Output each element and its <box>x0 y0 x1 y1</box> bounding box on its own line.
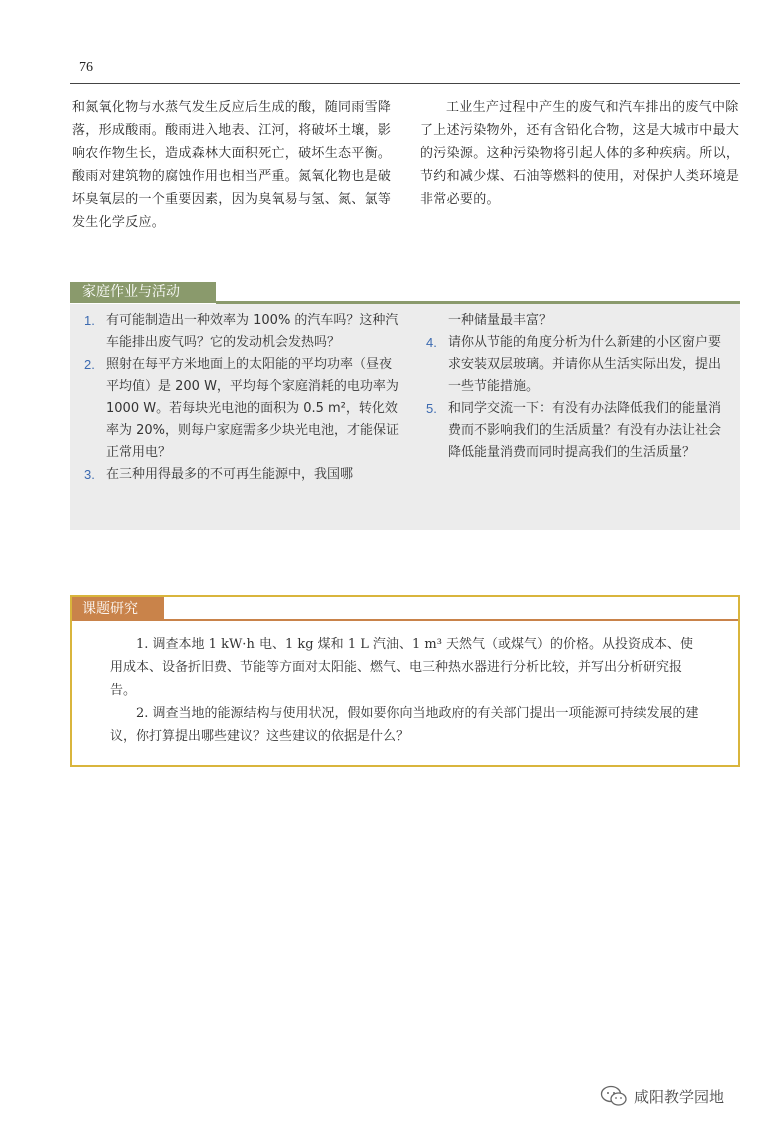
research-body <box>110 633 700 748</box>
research-section <box>70 595 740 767</box>
homework-right-column <box>426 310 726 464</box>
question-3 <box>84 464 404 486</box>
homework-title: 家庭作业与活动 <box>70 282 216 303</box>
research-rule <box>164 619 738 621</box>
question-number: 4. <box>426 335 437 350</box>
question-number: 2. <box>84 357 95 372</box>
left-text-column <box>72 96 392 234</box>
watermark <box>600 1085 724 1107</box>
left-paragraph: 和氮氧化物与水蒸气发生反应后生成的酸，随同雨雪降落，形成酸雨。酸雨进入地表、江河，将破坏土壤，影响农作物生长，造成森林大面积死亡，破坏生态平衡。酸雨对建筑物的腐蚀作用也相当严重。氮氧化物也是破坏臭氧层的一个重要因素，因为臭氧易与氢、氮、氯等发生化学反应。 <box>72 100 392 230</box>
homework-left-column <box>84 310 404 486</box>
question-3-continuation: 一种储量最丰富？ <box>448 313 553 328</box>
research-title: 课题研究 <box>72 597 164 621</box>
question-1 <box>84 310 404 354</box>
page-number: 76 <box>79 60 93 75</box>
research-item-1: 1. 调查本地 1 kW·h 电、1 kg 煤和 1 L 汽油、1 m³ 天然气（或煤气）的价格。从投资成本、使用成本、设备折旧费、节能等方面对太阳能、燃气、电三种热水器进行分析比较，并写出分析研究报告。 <box>110 637 694 698</box>
question-text: 请你从节能的角度分析为什么新建的小区窗户要求安装双层玻璃。并请你从生活实际出发，提出一些节能措施。 <box>448 335 722 394</box>
header-rule <box>70 83 740 84</box>
watermark-text: 咸阳教学园地 <box>634 1087 725 1106</box>
question-text: 有可能制造出一种效率为 100% 的汽车吗？这种汽车能排出废气吗？它的发动机会发热吗？ <box>106 313 399 350</box>
question-number: 1. <box>84 313 95 328</box>
question-4 <box>426 332 726 398</box>
homework-section <box>70 282 740 530</box>
question-text: 在三种用得最多的不可再生能源中，我国哪 <box>106 467 354 482</box>
question-number: 5. <box>426 401 437 416</box>
homework-body <box>70 304 740 530</box>
question-2 <box>84 354 404 464</box>
question-number: 3. <box>84 467 95 482</box>
question-5 <box>426 398 726 464</box>
wechat-icon <box>600 1085 628 1107</box>
right-paragraph: 工业生产过程中产生的废气和汽车排出的废气中除了上述污染物外，还有含铅化合物，这是大城市中最大的污染源。这种污染物将引起人体的多种疾病。所以，节约和减少煤、石油等燃料的使用，对保护人类环境是非常必要的。 <box>420 100 740 207</box>
question-text: 照射在每平方米地面上的太阳能的平均功率（昼夜平均值）是 200 W，平均每个家庭消耗的电功率为 1000 W。若每块光电池的面积为 0.5 m²，转化效率为 20%，则每户家庭需多少块光电池，才能保证正常用电？ <box>106 357 400 460</box>
question-text: 和同学交流一下：有没有办法降低我们的能量消费而不影响我们的生活质量？有没有办法让社会降低能量消费而同时提高我们的生活质量？ <box>448 401 722 460</box>
research-item-2: 2. 调查当地的能源结构与使用状况，假如要你向当地政府的有关部门提出一项能源可持续发展的建议，你打算提出哪些建议？这些建议的依据是什么？ <box>110 706 699 744</box>
right-text-column <box>420 96 742 211</box>
